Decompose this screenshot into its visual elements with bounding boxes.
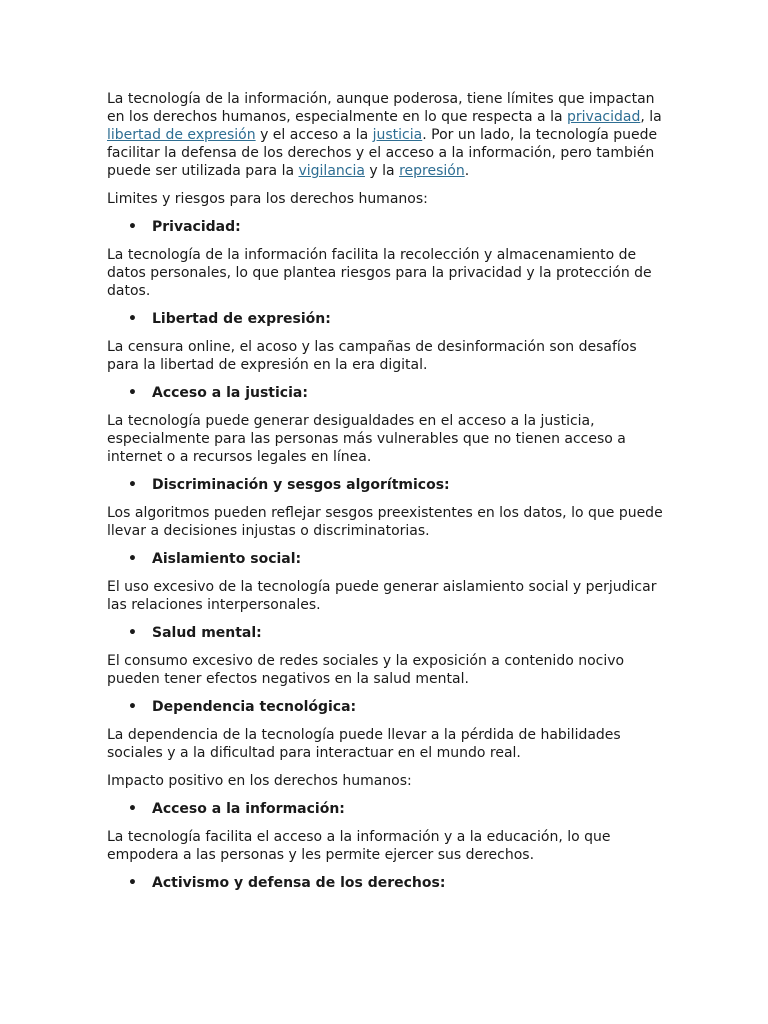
item-paragraph: La tecnología puede generar desigualdades en el acceso a la justicia, especialmente para las personas más vulnerables que no tienen acceso a internet o a recursos legales en línea. bbox=[107, 413, 626, 465]
bullet-list bbox=[107, 800, 667, 818]
bullet-icon: • bbox=[128, 625, 137, 641]
intro-paragraph bbox=[107, 90, 667, 180]
bullet-heading: Aislamiento social: bbox=[152, 551, 302, 567]
link-represion[interactable]: represión bbox=[399, 163, 465, 179]
bullet-heading: Dependencia tecnológica: bbox=[152, 699, 357, 715]
bullet-item bbox=[128, 698, 667, 716]
bullet-icon: • bbox=[128, 385, 137, 401]
bullet-heading: Activismo y defensa de los derechos: bbox=[152, 875, 446, 891]
bullet-item bbox=[128, 310, 667, 328]
section-heading-positive: Impacto positivo en los derechos humanos: bbox=[107, 773, 412, 789]
bullet-list bbox=[107, 624, 667, 642]
intro-text-5: y la bbox=[364, 163, 400, 179]
intro-text-6: . bbox=[464, 163, 470, 179]
intro-text-1: La tecnología de la información, aunque poderosa, tiene límites que impactan en los derechos humanos, especialmente en lo que respecta a la bbox=[107, 91, 655, 125]
bullet-heading: Salud mental: bbox=[152, 625, 262, 641]
link-privacidad[interactable]: privacidad bbox=[567, 109, 641, 125]
bullet-item bbox=[128, 800, 667, 818]
item-paragraph: Los algoritmos pueden reflejar sesgos preexistentes en los datos, lo que puede llevar a decisiones injustas o discriminatorias. bbox=[107, 505, 663, 539]
bullet-icon: • bbox=[128, 801, 137, 817]
bullet-icon: • bbox=[128, 219, 137, 235]
bullet-icon: • bbox=[128, 311, 137, 327]
bullet-icon: • bbox=[128, 551, 137, 567]
item-paragraph: El uso excesivo de la tecnología puede generar aislamiento social y perjudicar las relaciones interpersonales. bbox=[107, 579, 657, 613]
document-body bbox=[107, 90, 667, 902]
bullet-item bbox=[128, 624, 667, 642]
intro-text-2: , la bbox=[640, 109, 662, 125]
bullet-item bbox=[128, 218, 667, 236]
bullet-list bbox=[107, 384, 667, 402]
item-paragraph: La dependencia de la tecnología puede llevar a la pérdida de habilidades sociales y a la dificultad para interactuar en el mundo real. bbox=[107, 727, 621, 761]
intro-text-3: y el acceso a la bbox=[255, 127, 373, 143]
bullet-heading: Libertad de expresión: bbox=[152, 311, 331, 327]
link-justicia[interactable]: justicia bbox=[372, 127, 423, 143]
item-paragraph: La censura online, el acoso y las campañas de desinformación son desafíos para la libertad de expresión en la era digital. bbox=[107, 339, 637, 373]
intro-text-4: . Por un lado, la tecnología puede facilitar la defensa de los derechos y el acceso a la información, pero también puede ser utilizada para la bbox=[107, 127, 658, 179]
item-paragraph: El consumo excesivo de redes sociales y la exposición a contenido nocivo pueden tener efectos negativos en la salud mental. bbox=[107, 653, 625, 687]
bullet-icon: • bbox=[128, 699, 137, 715]
item-paragraph: La tecnología facilita el acceso a la información y a la educación, lo que empodera a las personas y les permite ejercer sus derechos. bbox=[107, 829, 611, 863]
bullet-item bbox=[128, 874, 667, 892]
bullet-heading: Acceso a la justicia: bbox=[152, 385, 308, 401]
bullet-list bbox=[107, 218, 667, 236]
bullet-icon: • bbox=[128, 477, 137, 493]
bullet-heading: Discriminación y sesgos algorítmicos: bbox=[152, 477, 450, 493]
bullet-list bbox=[107, 874, 667, 892]
bullet-list bbox=[107, 550, 667, 568]
bullet-item bbox=[128, 476, 667, 494]
bullet-heading: Privacidad: bbox=[152, 219, 241, 235]
bullet-item bbox=[128, 384, 667, 402]
section-heading-limits: Limites y riesgos para los derechos humanos: bbox=[107, 191, 428, 207]
bullet-list bbox=[107, 698, 667, 716]
link-vigilancia[interactable]: vigilancia bbox=[298, 163, 365, 179]
link-libertad-de-expresion[interactable]: libertad de expresión bbox=[107, 127, 256, 143]
bullet-list bbox=[107, 310, 667, 328]
bullet-item bbox=[128, 550, 667, 568]
item-paragraph: La tecnología de la información facilita la recolección y almacenamiento de datos personales, lo que plantea riesgos para la privacidad y la protección de datos. bbox=[107, 247, 652, 299]
bullet-heading: Acceso a la información: bbox=[152, 801, 345, 817]
bullet-list bbox=[107, 476, 667, 494]
bullet-icon: • bbox=[128, 875, 137, 891]
